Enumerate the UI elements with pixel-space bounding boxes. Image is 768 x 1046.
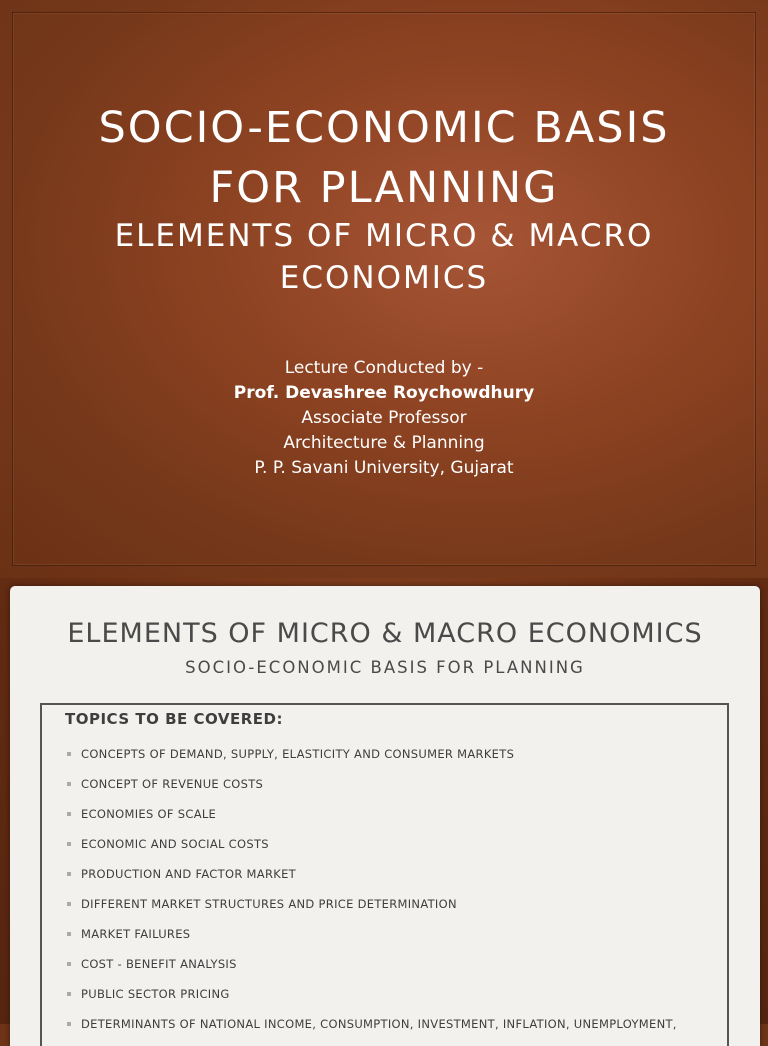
slide-2[interactable] bbox=[10, 586, 760, 1046]
slide-1-title-line-2: FOR PLANNING bbox=[209, 163, 559, 213]
bullet-icon bbox=[67, 812, 71, 816]
topic-text: DETERMINANTS OF NATIONAL INCOME, CONSUMPTION, INVESTMENT, INFLATION, UNEMPLOYMENT, bbox=[81, 1017, 677, 1031]
topic-text: ECONOMIES OF SCALE bbox=[81, 807, 217, 821]
slide-2-subtitle: SOCIO-ECONOMIC BASIS FOR PLANNING bbox=[185, 658, 585, 677]
topic-text: ECONOMIC AND SOCIAL COSTS bbox=[81, 837, 269, 851]
list-item bbox=[67, 1009, 707, 1039]
topics-box bbox=[40, 703, 729, 1046]
topic-text: PRODUCTION AND FACTOR MARKET bbox=[81, 867, 296, 881]
topic-text: MARKET FAILURES bbox=[81, 927, 191, 941]
bullet-icon bbox=[67, 992, 71, 996]
list-item bbox=[67, 799, 707, 829]
topics-heading: TOPICS TO BE COVERED: bbox=[65, 710, 283, 728]
bullet-icon bbox=[67, 902, 71, 906]
bullet-icon bbox=[67, 962, 71, 966]
bullet-icon bbox=[67, 752, 71, 756]
list-item bbox=[67, 979, 707, 1009]
topic-text: COST - BENEFIT ANALYSIS bbox=[81, 957, 237, 971]
slide-1-title-line-1: SOCIO-ECONOMIC BASIS bbox=[98, 103, 670, 153]
list-item bbox=[67, 859, 707, 889]
bullet-icon bbox=[67, 842, 71, 846]
slide-1-credits bbox=[0, 356, 768, 481]
list-item bbox=[67, 769, 707, 799]
credits-name: Prof. Devashree Roychowdhury bbox=[233, 383, 535, 403]
slide-1-subtitle bbox=[0, 215, 768, 299]
list-item bbox=[67, 889, 707, 919]
bullet-icon bbox=[67, 932, 71, 936]
bullet-icon bbox=[67, 782, 71, 786]
bullet-icon bbox=[67, 872, 71, 876]
credits-institution: P. P. Savani University, Gujarat bbox=[254, 458, 514, 478]
list-item bbox=[67, 829, 707, 859]
topic-text: DIFFERENT MARKET STRUCTURES AND PRICE DETERMINATION bbox=[81, 897, 457, 911]
slide-1-subtitle-line-1: ELEMENTS OF MICRO & MACRO bbox=[114, 218, 654, 254]
topics-list bbox=[67, 739, 707, 1039]
list-item bbox=[67, 949, 707, 979]
credits-department: Architecture & Planning bbox=[283, 433, 485, 453]
slide-1-title bbox=[0, 98, 768, 218]
list-item bbox=[67, 919, 707, 949]
list-item bbox=[67, 739, 707, 769]
topic-text: PUBLIC SECTOR PRICING bbox=[81, 987, 230, 1001]
slide-2-title: ELEMENTS OF MICRO & MACRO ECONOMICS bbox=[67, 618, 703, 649]
slide-1-subtitle-line-2: ECONOMICS bbox=[279, 260, 489, 296]
credits-position: Associate Professor bbox=[301, 408, 467, 428]
topic-text: CONCEPT OF REVENUE COSTS bbox=[81, 777, 264, 791]
bullet-icon bbox=[67, 1022, 71, 1026]
credits-intro: Lecture Conducted by - bbox=[284, 358, 484, 378]
topic-text: CONCEPTS OF DEMAND, SUPPLY, ELASTICITY AND CONSUMER MARKETS bbox=[81, 747, 515, 761]
